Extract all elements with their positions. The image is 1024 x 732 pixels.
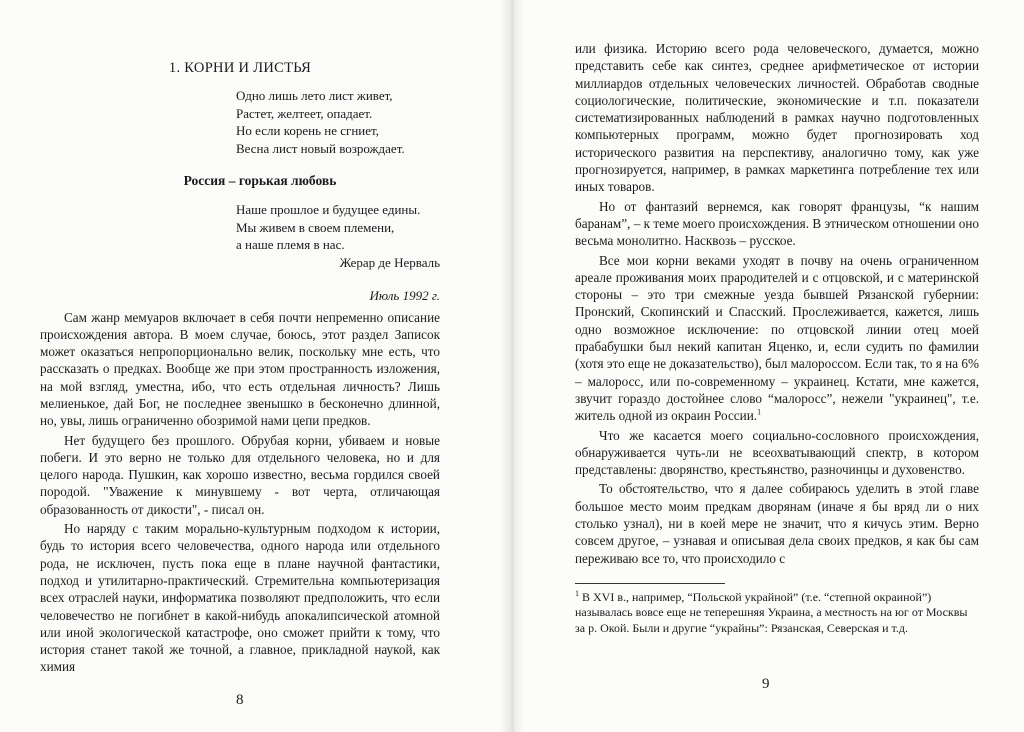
epigraph-1-line: Одно лишь лето лист живет, (236, 88, 393, 103)
left-page-content (40, 60, 440, 676)
epigraph-2-line: Наше прошлое и будущее едины. (236, 202, 421, 217)
body-paragraph: Нет будущего без прошлого. Обрубая корни, убиваем и новые побеги. И это верно не только для отдельного человека, но и для целого народа. Пушкин, как хорошо известно, весьма гордился своей породой. "Уважение к минувшему - вот черта, отличающая образованность от дикости", - писал он. (40, 432, 440, 517)
paragraph-text: Все мои корни веками уходят в почву на очень ограниченном ареале проживания моих прародителей и с отцовской, и с материнской стороны – это три смежные уезда бывшей Рязанской губернии: Пронский, Скопинский и Спасский. Прослеживается, кажется, лишь одно возможное исключение: по отцовской линии отец моей прабабушки был некий капитан Яценко, и, если судить по фамилии (хотя это еще не доказательство), был малороссом. Если так, то я на 6% – малоросс, или по-современному – украинец. Кстати, мне кажется, звучит гораздо достойнее слово “малоросс”, нежели "украинец", т.е. житель одной из окраин России. (575, 252, 979, 424)
footnote-marker: 1 (575, 588, 579, 598)
epigraph-2-line: Мы живем в своем племени, (236, 219, 395, 235)
body-paragraph: Сам жанр мемуаров включает в себя почти непременно описание происхождения автора. В моем случае, боюсь, этот раздел Записок может оказаться непропорционально велик, поскольку мне есть, что рассказать о предках. Вообще же при этом пространность изложения, на мой взгляд, уместна, ибо, что есть отдельная личность? Лишь мелиенькое, дай Бог, не последнее звенышко в бесконечно длинной, но, увы, лишь ограниченно обозримой нами цепи предков. (40, 309, 440, 429)
page-number-left: 8 (236, 692, 244, 708)
epigraph-1-line: Но если корень не сгниет, (236, 123, 379, 138)
body-paragraph: Но от фантазий вернемся, как говорят французы, “к нашим баранам”, – к теме моего происхождения. В этническом отношении оно весьма монолитно. Насквозь – русское. (575, 198, 979, 249)
body-paragraph: То обстоятельство, что я далее собираюсь уделить в этой главе большое место моим предкам дворянам (иначе я бы вряд ли о них столько узнал), ни в коей мере не значит, что я кичусь этим. Верно совсем другое, – узнавая и описывая дела своих предков, я как бы сам переживаю все то, что происходило с (575, 481, 979, 566)
epigraph-author: Жерар де Нерваль (339, 254, 440, 270)
epigraph-1-line: Весна лист новый возрождает. (236, 140, 405, 156)
footnote-reference: 1 (757, 407, 762, 417)
epigraph-2 (236, 201, 440, 254)
page-number-right: 9 (762, 676, 770, 692)
chapter-title: 1. КОРНИ И ЛИСТЬЯ (168, 60, 312, 76)
footnote-divider (575, 583, 725, 584)
right-page-content (575, 40, 979, 636)
date-line: Июль 1992 г. (369, 288, 440, 303)
epigraph-2-line: а наше племя в нас. (236, 237, 345, 252)
body-paragraph-footnoted (575, 252, 979, 425)
epigraph-1 (236, 87, 440, 157)
book-gutter (500, 0, 524, 732)
section-title: Россия – горькая любовь (183, 173, 337, 188)
body-paragraph: Но наряду с таким морально-культурным подходом к истории, будь то история всего человечества, одного народа или отдельного рода, не исключен, пусть пока еще в плане научной фантастики, подход и утилитарно-практический. Стремительна компьютеризация всех отраслей науки, информатика позволяют предположить, что если человечество не погибнет в какой-нибудь апокалипсической атомной или иной экологической катастрофе, оно сможет прийти к тому, что история станет такой же точной, а главное, прикладной наукой, как химия (40, 521, 440, 675)
epigraph-1-line: Растет, желтеет, опадает. (236, 105, 373, 121)
footnote (575, 590, 979, 637)
body-paragraph: Что же касается моего социально-сословного происхождения, обнаруживается чуть-ли не всеохватывающий спектр, в котором представлены: дворянство, крестьянство, разночинцы и духовенство. (575, 427, 979, 478)
footnote-text: В XVI в., например, “Польской украйной” (т.е. “степной окраиной”) называлась вовсе еще не теперешняя Украина, а местность на юг от Москвы за р. Окой. Были и другие “украйны”: Рязанская, Северская и т.д. (575, 589, 968, 635)
body-paragraph-continued: или физика. Историю всего рода человеческого, думается, можно представить себе как синтез, среднее арифметическое от истории миллиардов отдельных человеческих личностей. Обработав сводные социологические, политические, экономические и т.п. показатели систематизированных наблюдений в рамках научно подготовленных компьютерных программ, можно будет прогнозировать ход исторического развития на перспективу, аналогично тому, как уже прогнозируется, например, в рамках маркетинга потребление тех или иных товаров. (575, 41, 979, 195)
